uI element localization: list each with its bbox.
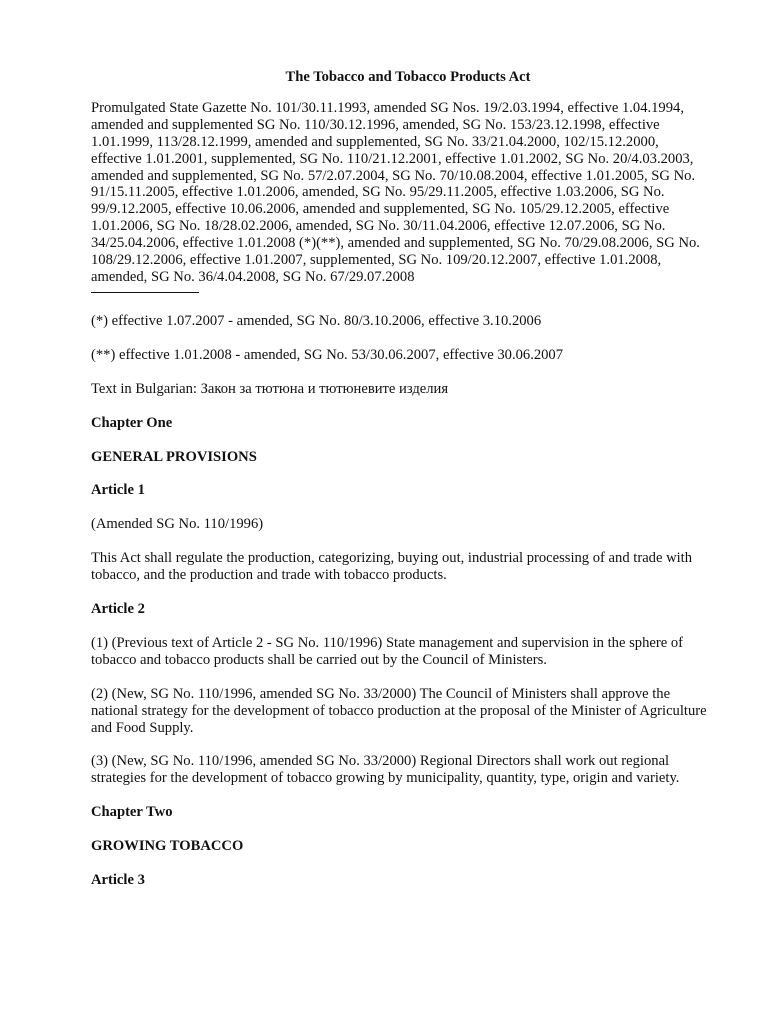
chapter-one-heading: Chapter One [91,414,173,431]
document-title: The Tobacco and Tobacco Products Act [285,69,531,85]
article-1-heading: Article 1 [91,482,145,499]
promulgation-text: Promulgated State Gazette No. 101/30.11.1993, amended SG Nos. 19/2.03.1994, effective 1.04.1994, amended and supplemented SG No. 110/30.12.1996, amended, SG No. 153/23.12.1998, effective 1.01.1999, 113/28.12.1999, amended and supplemented, SG No. 33/21.04.2000, 102/15.12.2000, effective 1.01.2001, supplemented, SG No. 110/21.12.2001, effective 1.01.2002, SG No. 20/4.03.2003, amended and supplemented, SG No. 57/2.07.2004, SG No. 70/10.08.2004, effective 1.01.2005, SG No. 91/15.11.2005, effective 1.01.2006, amended, SG No. 95/29.11.2005, effective 1.03.2006, SG No. 99/9.12.2005, effective 10.06.2006, amended and supplemented, SG No. 105/29.12.2005, effective 1.01.2006, SG No. 18/28.02.2006, amended, SG No. 30/11.04.2006, effective 12.07.2006, SG No. 34/25.04.2006, effective 1.01.2008 (*)(**), amended and supplemented, SG No. 70/29.08.2006, SG No. 108/29.12.2006, effective 1.01.2007, supplemented, SG No. 109/20.12.2007, effective 1.01.2008, amended, SG No. 36/4.04.2008, SG No. 67/29.07.2008 [91,99,700,285]
footnote-2: (**) effective 1.01.2008 - amended, SG No. 53/30.06.2007, effective 30.06.2007 [91,346,564,363]
article-2-paragraph-1: (1) (Previous text of Article 2 - SG No. 110/1996) State management and supervision in the sphere of tobacco and tobacco products shall be carried out by the Council of Ministers. [91,634,684,668]
footnote-divider [91,292,199,293]
chapter-two-title: GROWING TOBACCO [91,838,244,855]
footnote-1: (*) effective 1.07.2007 - amended, SG No. 80/3.10.2006, effective 3.10.2006 [91,312,542,329]
chapter-two-heading: Chapter Two [91,804,173,821]
article-3-heading: Article 3 [91,872,145,889]
article-2-paragraph-3: (3) (New, SG No. 110/1996, amended SG No. 33/2000) Regional Directors shall work out regional strategies for the development of tobacco growing by municipality, quantity, type, origin and variety. [91,753,680,787]
bulgarian-title: Text in Bulgarian: Закон за тютюна и тютюневите изделия [91,380,449,397]
article-1-text: This Act shall regulate the production, categorizing, buying out, industrial processing of and trade with tobacco, and the production and trade with tobacco products. [91,550,693,584]
article-1-amendment: (Amended SG No. 110/1996) [91,516,264,533]
article-2-paragraph-2: (2) (New, SG No. 110/1996, amended SG No. 33/2000) The Council of Ministers shall approve the national strategy for the development of tobacco production at the proposal of the Minister of Agriculture and Food Supply. [91,685,707,736]
chapter-one-title: GENERAL PROVISIONS [91,448,257,465]
article-2-heading: Article 2 [91,601,145,618]
document-page [91,69,713,906]
